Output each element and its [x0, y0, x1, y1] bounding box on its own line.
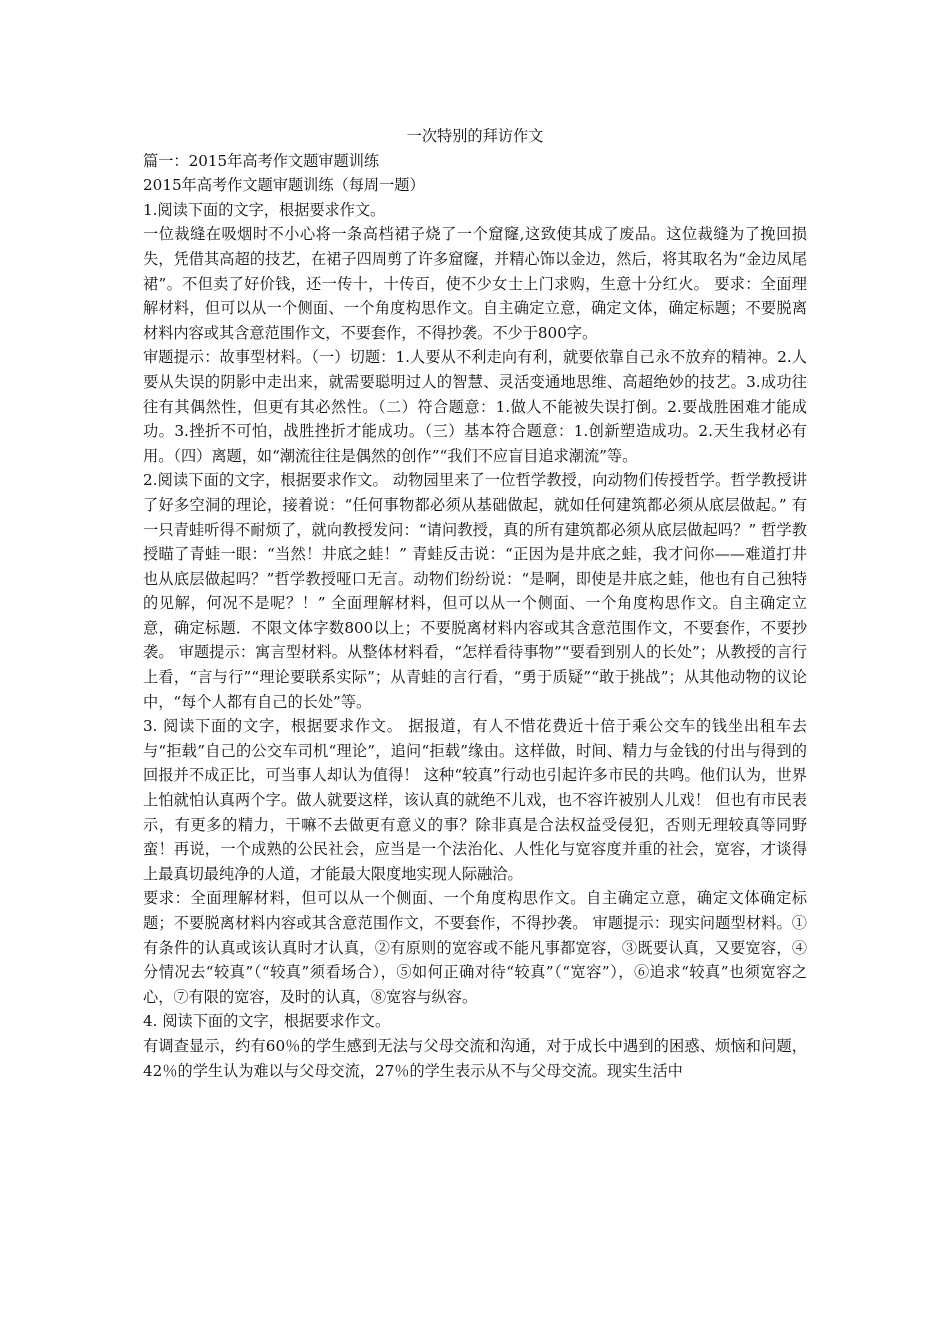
question-3-material: 3. 阅读下面的文字，根据要求作文。 据报道，有人不惜花费近十倍于乘公交车的钱坐出租车去与“拒载”自己的公交车司机“理论”，追问“拒载”缘由。这样做，时间、精力与金钱的付出与得到的回报并不成正比，可当事人却认为值得！ 这种“较真”行动也引起许多市民的共鸣。他们认为，世界上怕就怕认真两个字。做人就要这样，该认真的就绝不儿戏，也不容许被别人儿戏！ 但也有市民表示，有更多的精力，干嘛不去做更有意义的事？除非真是合法权益受侵犯，否则无理较真等同野蛮！再说，一个成熟的公民社会，应当是一个法治化、人性化与宽容度并重的社会，宽容，才谈得上最真切最纯净的人道，才能最大限度地实现人际融洽。	[143, 717, 807, 883]
question-2-material: 2.阅读下面的文字，根据要求作文。 动物园里来了一位哲学教授，向动物们传授哲学。哲学教授讲了好多空洞的理论，接着说：“任何事物都必须从基础做起，就如任何建筑都必须从底层做起。” 有一只青蛙听得不耐烦了，就向教授发问：“请问教授，真的所有建筑都必须从底层做起吗？” 哲学教授瞄了青蛙一眼：“当然！井底之蛙！” 青蛙反击说：“正因为是井底之蛙，我才问你——难道打井也从底层做起吗？”哲学教授哑口无言。动物们纷纷说：“是啊，即使是井底之蛙，他也有自己独特的见解，何况不是呢？！” 全面理解材料，但可以从一个侧面、一个角度构思作文。自主确定立意，确定标题．不限文体字数800以上；不要脱离材料内容或其含意范围作文，不要套作，不要抄袭。 审题提示：寓言型材料。从整体材料看，“怎样看待事物”“要看到别人的长处”；从教授的言行上看，“言与行”“理论要联系实际”；从青蛙的言行看，“勇于质疑”“敢于挑战”；从其他动物的议论中，“每个人都有自己的长处”等。	[143, 471, 807, 711]
document-body	[143, 124, 807, 1083]
question-4-heading: 4. 阅读下面的文字，根据要求作文。	[143, 1012, 391, 1031]
question-3-requirements: 要求：全面理解材料，但可以从一个侧面、一个角度构思作文。自主确定立意，确定文体确定标题；不要脱离材料内容或其含意范围作文，不要套作，不得抄袭。 审题提示：现实问题型材料。①有条件的认真或该认真时才认真，②有原则的宽容或不能凡事都宽容，③既要认真，又要宽容，④分情况去“较真”（“较真”须看场合），⑤如何正确对待“较真”（“宽容”），⑥追求“较真”也须宽容之心，⑦有限的宽容，及时的认真，⑧宽容与纵容。	[143, 889, 807, 1006]
question-4-material: 有调查显示，约有60％的学生感到无法与父母交流和沟通，对于成长中遇到的困惑、烦恼和问题，42％的学生认为难以与父母交流，27％的学生表示从不与父母交流。现实生活中	[143, 1036, 807, 1080]
question-1-hints: 审题提示：故事型材料。（一）切题：1.人要从不利走向有利，就要依靠自己永不放弃的精神。2.人要从失误的阴影中走出来，就需要聪明过人的智慧、灵活变通地思维、高超绝妙的技艺。3.成功往往有其偶然性，但更有其必然性。（二）符合题意：1.做人不能被失误打倒。2.要战胜困难才能成功。3.挫折不可怕，战胜挫折才能成功。（三）基本符合题意：1.创新塑造成功。2.天生我材必有用。（四）离题，如“潮流往往是偶然的创作”“我们不应盲目追求潮流”等。	[143, 348, 807, 465]
document-title: 一次特别的拜访作文	[406, 127, 544, 145]
question-1-heading: 1.阅读下面的文字，根据要求作文。	[143, 200, 386, 219]
question-1-material: 一位裁缝在吸烟时不小心将一条高档裙子烧了一个窟窿,这致使其成了废品。这位裁缝为了挽回损失，凭借其高超的技艺，在裙子四周剪了许多窟窿，并精心饰以金边，然后，将其取名为“金边凤尾裙”。不但卖了好价钱，还一传十，十传百，使不少女士上门求购，生意十分红火。 要求：全面理解材料，但可以从一个侧面、一个角度构思作文。自主确定立意，确定文体，确定标题；不要脱离材料内容或其含意范围作文，不要套作，不得抄袭。不少于800字。	[143, 225, 807, 342]
subheading: 2015年高考作文题审题训练（每周一题）	[143, 176, 425, 195]
section-heading: 篇一：2015年高考作文题审题训练	[143, 151, 380, 170]
